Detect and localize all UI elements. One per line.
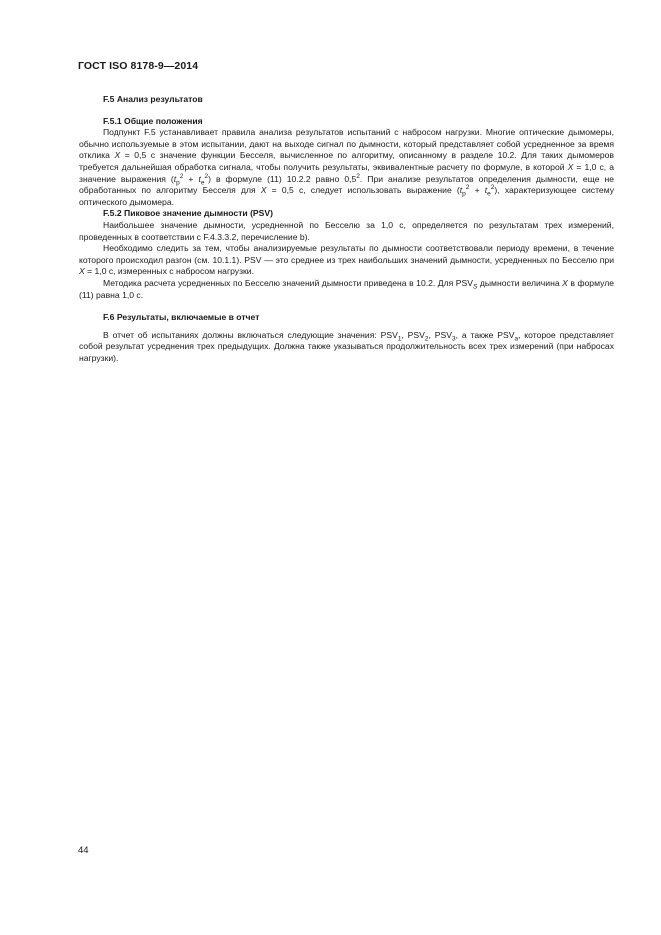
paragraph-f52-1: Наибольшее значение дымности, усредненной по Бесселю за 1,0 с, определяется по результатам трех измерений, проведенных в соответствии с F.4.3.3.2, перечисление b). [79,219,614,242]
subscript: e [487,190,491,198]
document-header: ГОСТ ISO 8178-9—2014 [78,60,199,72]
text-run: дымности величина [477,277,563,288]
text-run: . При анализе результатов определения дымности, еще не обработанных по алгоритму Бесселя для [79,173,615,196]
text-run: Подпункт F.5 устанавливает правила анализа результатов испытаний с набросом нагрузки. Многие оптические дымомеры, обычно используемые в этом испытании, дают на выходе сигнал по дымности, который представляет собой усредненное за время отклика [79,127,614,161]
variable-x: X [562,277,568,288]
text-run: , а также PSV [455,329,515,340]
section-heading-f51: F.5.1 Общие положения [103,115,203,126]
superscript: 2 [465,184,470,192]
subscript: S [473,283,478,291]
spacer [79,301,614,312]
paragraph-f51 [79,127,614,208]
text-run: = 0,5 с, следует использовать выражение ( [266,185,460,196]
variable-x: X [79,266,85,277]
page-number: 44 [78,845,89,856]
superscript: 2 [490,184,495,192]
text-run: ) в формуле (11) 10.2.2 равно 0,5 [208,173,357,184]
subscript: e [200,179,205,187]
superscript: 2 [356,172,360,180]
variable-t: t [484,185,488,196]
text-run: в формуле (11) равна 1,0 с. [79,277,614,300]
subscript: 1 [397,335,402,343]
section-heading-f52: F.5.2 Пиковое значение дымности (PSV) [103,208,273,219]
text-run: Необходимо следить за тем, чтобы анализируемые результаты по дымности соответствовали периоду времени, в течение которого происходил разгон (см. 10.1.1). PSV — это среднее из трех наибольших значений дымности, усредненных по Бесселю при [79,243,614,265]
subscript: 3 [451,335,456,343]
text-run: = 1,0 с, измеренных с набросом нагрузки. [84,266,254,277]
variable-t: t [173,173,177,184]
text-run: , которое представляет собой результат усреднения трех предыдущих. Должна также указываться продолжительность всех трех измерений (при набросах нагрузки). [79,329,614,363]
superscript: 2 [204,172,209,180]
text-run: Методика расчета усредненных по Бесселю значений дымности приведена в 10.2. Для PSV [103,277,473,288]
superscript: 2 [179,172,184,180]
subscript: p [176,179,180,187]
text-run: , PSV [428,329,452,340]
paragraph-f52-3 [79,278,614,301]
text-run: + [183,173,199,184]
variable-t: t [459,185,463,196]
text-run: В отчет об испытаниях должны включаться следующие значения: PSV [103,329,398,340]
variable-t: t [198,173,201,184]
document-body [79,94,614,364]
section-heading-f6: F.6 Результаты, включаемые в отчет [103,312,260,323]
variable-x: X [114,150,121,161]
subscript: 2 [424,335,429,343]
section-heading-f5: F.5 Анализ результатов [103,94,203,104]
subscript: p [462,190,466,198]
text-run: = 0,5 с значение функции Бесселя, вычисленное по алгоритму, описанному в разделе 10.2. Для таких дымомеров требуется дальнейшая обработка сигнала, чтобы получить результаты, эквивалентные расчету по формуле, в которой [79,150,614,172]
text-run: , PSV [401,329,425,340]
text-run: ), характеризующее систему оптического дымомера. [79,185,615,207]
subscript: a [514,335,519,343]
text-run: + [469,185,485,196]
paragraph-f6 [79,330,614,365]
text-run: = 1,0 с, а значение выражения ( [79,161,615,184]
paragraph-f52-2 [79,243,614,278]
variable-x: X [260,185,267,196]
variable-x: X [567,161,574,172]
